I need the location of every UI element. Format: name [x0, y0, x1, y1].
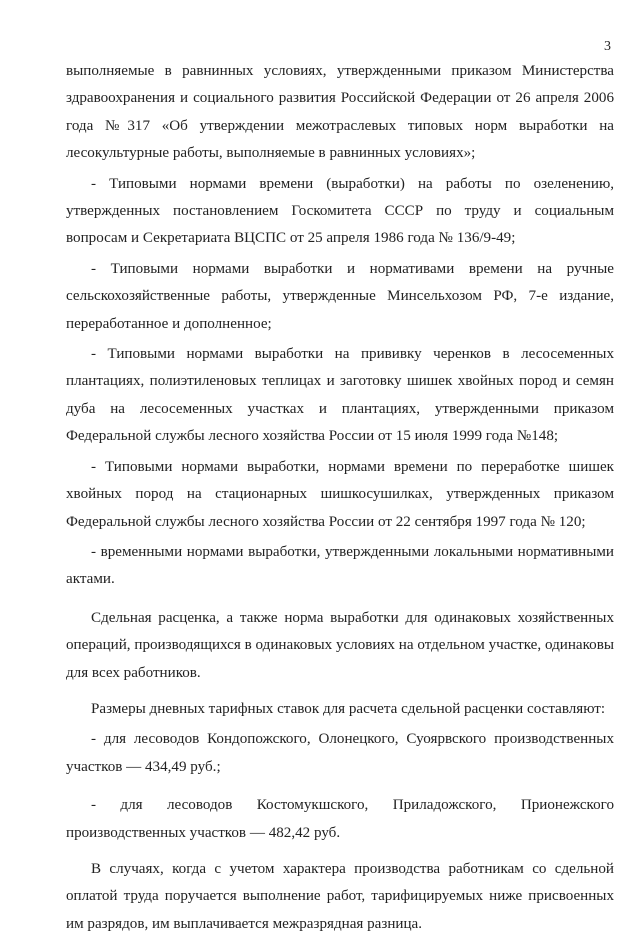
paragraph-cone-processing-norms: - Типовыми нормами выработки, нормами времени по переработке шишек хвойных пород на стационарных шишкосушилках, утвержденных приказом Федеральной службы лесного хозяйства России от 22 сентября 1997 года № 120; — [66, 458, 614, 530]
paragraph-landscaping-norms: - Типовыми нормами времени (выработки) на работы по озеленению, утвержденных постановлением Госкомитета СССР по труду и социальным вопросам и Секретариата ВЦСПС от 25 апреля 1986 года № 136/9-49; — [66, 175, 614, 247]
paragraph-grade-difference: В случаях, когда с учетом характера производства работникам со сдельной оплатой труда поручается выполнение работ, тарифицируемых ниже присвоенных им разрядов, им выплачивается межразрядная разница. — [66, 860, 614, 932]
document-body — [66, 58, 614, 938]
page-number: 3 — [604, 39, 611, 54]
paragraph-tariff-rate-group-1: - для лесоводов Кондопожского, Олонецкого, Суоярвского производственных участков — 434,49 руб.; — [66, 731, 614, 775]
paragraph-tariff-rate-group-2: - для лесоводов Костомукшского, Приладожского, Прионежского производственных участков — 482,42 руб. — [66, 797, 614, 841]
paragraph-piece-rate: Сдельная расценка, а также норма выработки для одинаковых хозяйственных операций, производящихся в одинаковых условиях на отдельном участке, одинаковы для всех работников. — [66, 609, 614, 681]
paragraph-tariff-rates-intro: Размеры дневных тарифных ставок для расчета сдельной расценки составляют: — [91, 700, 606, 717]
paragraph-agricultural-norms: - Типовыми нормами выработки и нормативами времени на ручные сельскохозяйственные работы, утвержденные Минсельхозом РФ, 7-е издание, переработанное и дополненное; — [66, 260, 614, 332]
paragraph-continuation: выполняемые в равнинных условиях, утвержденными приказом Министерства здравоохранения и социального развития Российской Федерации от 26 апреля 2006 года №317 «Об утверждении межотраслевых типовых норм выработки на лесокультурные работы, выполняемые в равнинных условиях»; — [66, 63, 614, 162]
paragraph-grafting-norms: - Типовыми нормами выработки на прививку черенков в лесосеменных плантациях, полиэтиленовых теплицах и заготовку шишек хвойных пород и семян дуба на лесосеменных участках и плантациях, утвержденными приказом Федеральной службы лесного хозяйства России от 15 июля 1999 года №148; — [66, 346, 614, 445]
paragraph-temporary-norms: - временными нормами выработки, утвержденными локальными нормативными актами. — [66, 543, 614, 588]
